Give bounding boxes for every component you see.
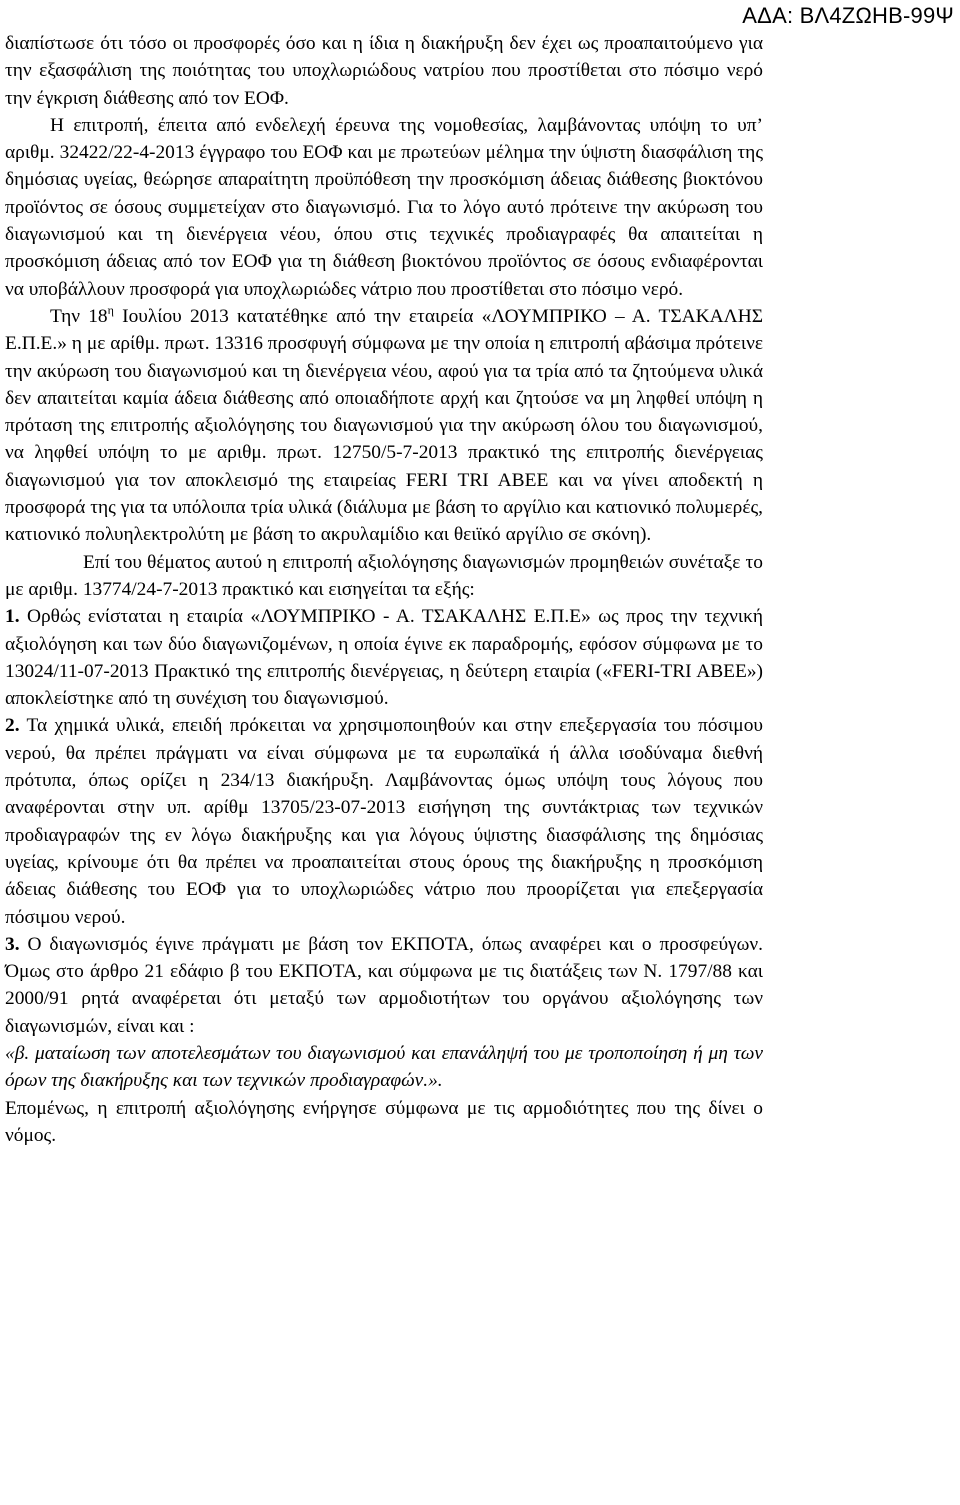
item-3-number: 3. (5, 933, 20, 955)
item-3-text: Ο διαγωνισμός έγινε πράγματι με βάση τον ΕΚΠΟΤΑ, όπως αναφέρει και ο προσφεύγων. Όμως στο άρθρο 21 εδάφιο β του ΕΚΠΟΤΑ, και σύμφωνα με τις διατάξεις των Ν. 1797/88 και 2000/91 ρητά αναφέρεται ότι μεταξύ των αρμοδιοτήτων του οργάνου αξιολόγησης των διαγωνισμών, είναι και : (5, 933, 763, 1037)
paragraph-committee: Η επιτροπή, έπειτα από ενδελεχή έρευνα της νομοθεσίας, λαμβάνοντας υπόψη το υπ’ αριθμ. 32422/22-4-2013 έγγραφο του ΕΟΦ και με πρωτεύων μέλημα την ύψιστη διασφάλιση της δημόσιας υγείας, θεώρησε απαραίτητη προϋπόθεση την προσκόμιση άδειας διάθεσης βιοκτόνου προϊόντος σε όσους συμμετείχαν στο διαγωνισμό. Για το λόγο αυτό πρότεινε την ακύρωση του διαγωνισμού και τη διενέργεια νέου, όπου στις τεχνικές προδιαγραφές θα απαιτείται η προσκόμιση άδειας από τον ΕΟΦ για τη διάθεση βιοκτόνου προϊόντος σε όσους ενδιαφέρονται να υποβάλλουν προσφορά για υποχλωριώδες νάτριο που προστίθεται στο πόσιμο νερό. (5, 114, 763, 300)
item-2-number: 2. (5, 715, 20, 737)
item-1-number: 1. (5, 606, 20, 628)
document-body (5, 30, 763, 1149)
appeal-text: Ιουλίου 2013 κατατέθηκε από την εταιρεία «ΛΟΥΜΠΡΙΚΟ – Α. ΤΣΑΚΑΛΗΣ Ε.Π.Ε.» η με αρίθμ. πρωτ. 13316 προσφυγή σύμφωνα με την οποία η επιτροπή αβάσιμα πρότεινε την ακύρωση του διαγωνισμού και τη διενέργεια νέου, αφού για τα τρία από τα ζητούμενα υλικά δεν απαιτείται καμία άδεια διάθεσης από οποιαδήποτε αρχή και ζητούσε να μη ληφθεί υπόψη η πρόταση της επιτροπής αξιολόγησης του διαγωνισμού για την ακύρωση όλου του διαγωνισμού, να ληφθεί υπόψη το με αριθμ. πρωτ. 12750/5-7-2013 πρακτικό της επιτροπής διενέργειας διαγωνισμού για τον αποκλεισμό της εταιρείας FERI TRI ABEE και να γίνει αποδεκτή η προσφορά της για τα υπόλοιπα τρία υλικά (διάλυμα με βάση το αργίλιο και κατιονικό πολυμερές, κατιονικό πολυηλεκτρολύτη με βάση το ακρυλαμίδιο και θειϊκό αργίλιο σε σκόνη). (5, 305, 763, 546)
paragraph-closing: Επομένως, η επιτροπή αξιολόγησης ενήργησε σύμφωνα με τις αρμοδιότητες που της δίνει ο νόμος. (5, 1097, 763, 1146)
item-1-text: Ορθώς ενίσταται η εταιρία «ΛΟΥΜΠΡΙΚΟ - Α. ΤΣΑΚΑΛΗΣ Ε.Π.Ε» ως προς την τεχνική αξιολόγηση και των δύο διαγωνιζομένων, η οποία έγινε εκ παραδρομής, εφόσον σύμφωνα με το 13024/11-07-2013 Πρακτικό της επιτροπής διενέργειας, η δεύτερη εταιρία («FERI-TRI ABEE») αποκλείστηκε από τη συνέχιση του διαγωνισμού. (5, 606, 763, 710)
appeal-date-sup: η (107, 302, 114, 317)
appeal-date-pre: Την 18 (50, 305, 108, 327)
legal-quote: «β. ματαίωση των αποτελεσμάτων του διαγωνισμού και επανάληψή του με τροποποίηση ή μη των όρων της διακήρυξης και των τεχνικών προδιαγραφών.». (5, 1042, 763, 1092)
paragraph-appeal (5, 303, 763, 549)
ada-code: ΑΔΑ: ΒΛ4ΖΩΗΒ-99Ψ (742, 3, 954, 28)
paragraph-intro: διαπίστωσε ότι τόσο οι προσφορές όσο και η ίδια η διακήρυξη δεν έχει ως προαπαιτούμενο για την εξασφάλιση της ποιότητας του υποχλωριώδους νατρίου που προστίθεται στο πόσιμο νερό την έγκριση διάθεσης από τον ΕΟΦ. (5, 33, 763, 109)
item-1 (5, 603, 763, 712)
item-2 (5, 712, 763, 930)
item-2-text: Τα χημικά υλικά, επειδή πρόκειται να χρησιμοποιηθούν και στην επεξεργασία του πόσιμου νερού, θα πρέπει πράγματι να είναι σύμφωνα με τα ευρωπαϊκά ή άλλα ισοδύναμα διεθνή πρότυπα, όπως ορίζει η 234/13 διακήρυξη. Λαμβάνοντας όμως υπόψη τους λόγους που αναφέρονται στην υπ. αρίθμ 13705/23-07-2013 εισήγηση της συντάκτριας των τεχνικών προδιαγραφών της εν λόγω διακήρυξης και για λόγους ύψιστης διασφάλισης της δημόσιας υγείας, κρίνουμε ότι θα πρέπει να προαπαιτείται στους όρους της διακήρυξης η προσκόμιση άδειας διάθεσης του ΕΟΦ για το υποχλωριώδες νάτριο που προορίζεται για επεξεργασία πόσιμου νερού. (5, 715, 763, 928)
item-3 (5, 931, 763, 1040)
paragraph-evaluation: Επί του θέματος αυτού η επιτροπή αξιολόγησης διαγωνισμών προμηθειών συνέταξε το με αριθμ. 13774/24-7-2013 πρακτικό και εισηγείται τα εξής: (5, 551, 763, 600)
